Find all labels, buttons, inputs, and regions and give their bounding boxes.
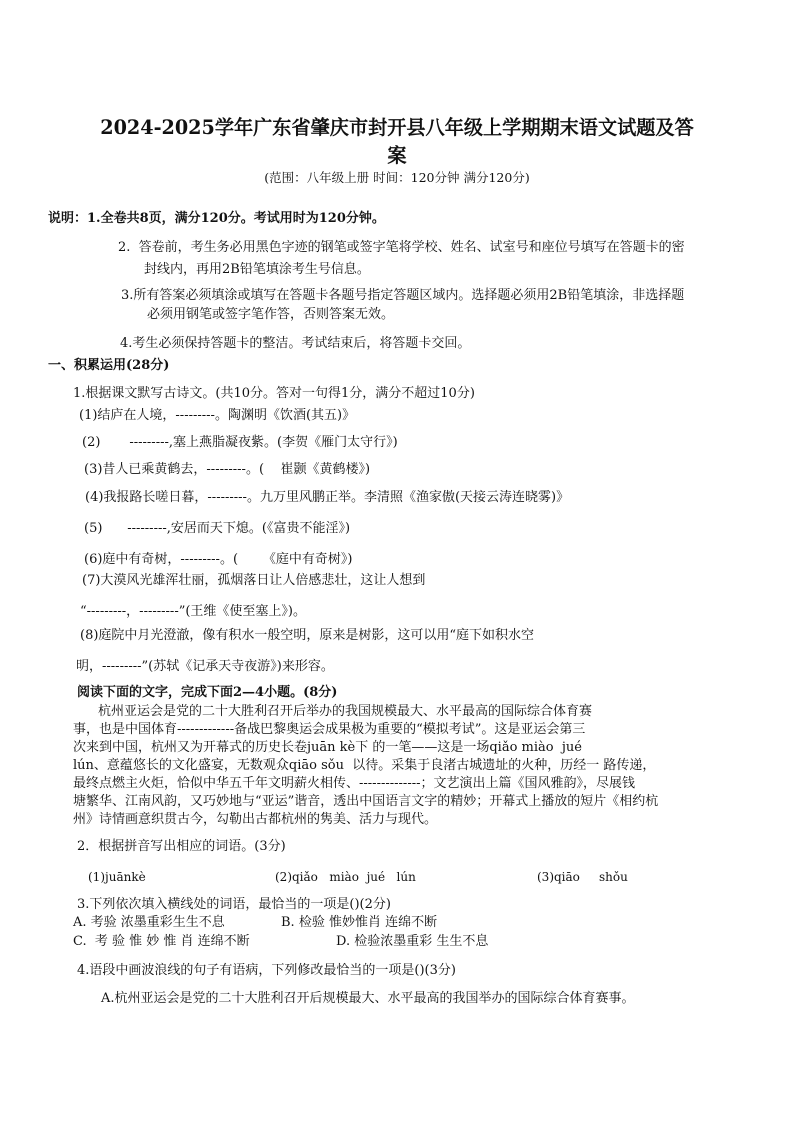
question-1-item-7: (7)大漠风光雄浑壮丽，孤烟落日让人倍感悲壮，这让人想到 xyxy=(82,573,426,588)
passage-line-3: 次来到中国，杭州又为开幕式的历史长卷juān kè下 的一笔——这是一场qiǎo miào jué xyxy=(73,740,582,755)
question-2-option-2: (2)qiǎo miào jué lún xyxy=(275,870,416,884)
instruction-1: 说明：1.全卷共8页，满分120分。考试用时为120分钟。 xyxy=(48,211,385,226)
question-1-item-1: (1)结庐在人境，---------。陶渊明《饮酒(其五)》 xyxy=(79,408,356,423)
question-1-stem: 1.根据课文默写古诗文。(共10分。答对一句得1分，满分不超过10分) xyxy=(73,386,475,401)
exam-title-line-1: 2024-2025学年广东省肇庆市封开县八年级上学期期末语文试题及答 xyxy=(100,116,694,139)
question-2-option-3: (3)qiāo shǒu xyxy=(537,870,628,884)
question-1-item-6: (6)庭中有奇树，---------。( 《庭中有奇树》) xyxy=(84,552,353,567)
passage-line-2: 事，也是中国体育-------------备战巴黎奥运会成果极为重要的“模拟考试”。这是亚运会第三 xyxy=(73,722,586,737)
question-1-item-7-answer: “---------，---------”(王维《使至塞上》)。 xyxy=(80,604,307,619)
question-3-option-c: C. 考 验 惟 妙 惟 肖 连绵不断 xyxy=(73,934,250,949)
passage-line-4: lún、意蕴悠长的文化盛宴，无数观众qiāo sǒu 以待。采集于良渚古城遗址的火种，历经一 路传递， xyxy=(73,758,656,773)
question-1-item-4: (4)我报路长嗟日暮，---------。九万里风鹏正举。李清照《渔家傲(天接云涛连晓雾)》 xyxy=(85,490,570,505)
instruction-2-line-2: 封线内，再用2B铅笔填涂考生号信息。 xyxy=(144,262,370,277)
instruction-3-line-2: 必须用钢笔或签字笔作答，否则答案无效。 xyxy=(147,307,395,322)
question-2-option-1: (1)juānkè xyxy=(88,870,146,884)
question-1-item-2: (2) ---------,塞上燕脂凝夜紫。(李贺《雁门太守行》) xyxy=(82,435,398,450)
passage-line-6: 塘繁华、江南风韵，又巧妙地与“亚运”谐音，透出中国语言文字的精妙；开幕式上播放的短片《相约杭 xyxy=(73,794,659,809)
reading-heading: 阅读下面的文字，完成下面2—4小题。(8分) xyxy=(77,685,338,700)
question-3-option-d: D. 检验浓墨重彩 生生不息 xyxy=(336,934,489,949)
passage-line-5: 最终点燃主火炬，恰似中华五千年文明薪火相传、--------------；文艺演出上篇《国风雅韵》，尽展钱 xyxy=(73,776,635,791)
exam-subtitle: (范围：八年级上册 时间：120分钟 满分120分) xyxy=(264,170,530,185)
question-1-item-8-answer: 明，---------”(苏轼《记承天寺夜游》)来形容。 xyxy=(76,659,334,674)
question-4-option-a: A.杭州亚运会是党的二十大胜利召开后规模最大、水平最高的我国举办的国际综合体育赛事。 xyxy=(101,991,635,1006)
question-4-stem: 4.语段中画波浪线的句子有语病，下列修改最恰当的一项是()(3分) xyxy=(77,963,456,978)
instruction-3-line-1: 3.所有答案必须填涂或填写在答题卡各题号指定答题区域内。选择题必须用2B铅笔填涂，非选择题 xyxy=(121,288,685,303)
question-2-stem: 2．根据拼音写出相应的词语。(3分) xyxy=(77,839,286,854)
exam-title-line-2: 案 xyxy=(387,144,407,167)
question-3-option-b: B. 检验 惟妙惟肖 连绵不断 xyxy=(281,915,438,930)
question-1-item-5: (5) ---------,安居而天下熄。(《富贵不能淫》) xyxy=(84,521,351,536)
passage-line-1: 杭州亚运会是党的二十大胜利召开后举办的我国规模最大、水平最高的国际综合体育赛 xyxy=(98,704,593,719)
passage-line-7: 州》诗情画意织贯古今，勾勒出古都杭州的隽美、活力与现代。 xyxy=(73,812,438,827)
instruction-4: 4.考生必须保持答题卡的整洁。考试结束后，将答题卡交回。 xyxy=(120,336,471,351)
instruction-2-line-1: 2. 答卷前，考生务必用黑色字迹的钢笔或签字笔将学校、姓名、试室号和座位号填写在答题卡的密 xyxy=(118,240,685,255)
question-3-option-a: A. 考验 浓墨重彩生生不息 xyxy=(73,915,225,930)
question-1-item-3: (3)昔人已乘黄鹤去，---------。( 崔颢《黄鹤楼》) xyxy=(84,462,371,477)
question-1-item-8: (8)庭院中月光澄澈，像有积水一般空明，原来是树影，这可以用“庭下如积水空 xyxy=(80,628,535,643)
section-1-heading: 一、积累运用(28分) xyxy=(48,358,170,373)
question-3-stem: 3.下列依次填入横线处的词语，最恰当的一项是()(2分) xyxy=(77,897,391,912)
